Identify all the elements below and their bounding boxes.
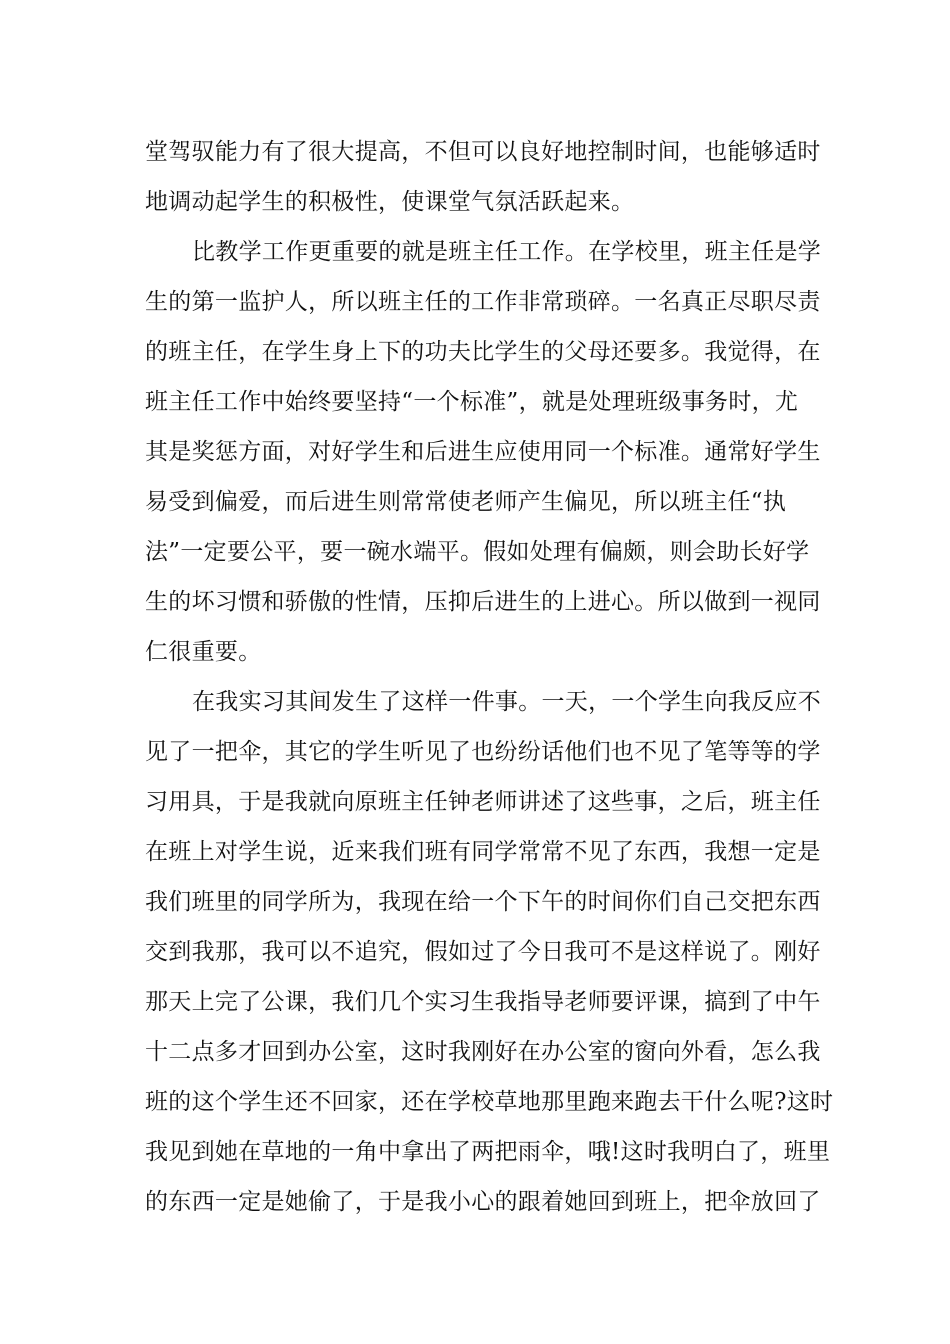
text-line: 班主任工作中始终要坚持“一个标准”，就是处理班级事务时，尤	[145, 389, 799, 415]
text-line: 习用具，于是我就向原班主任钟老师讲述了这些事，之后，班主任	[145, 789, 821, 815]
text-line: 在班上对学生说，近来我们班有同学常常不见了东西，我想一定是	[145, 839, 821, 865]
text-line: 地调动起学生的积极性，使课堂气氛活跃起来。	[145, 189, 635, 215]
text-line: 的班主任，在学生身上下的功夫比学生的父母还要多。我觉得，在	[145, 339, 821, 365]
text-line: 交到我那，我可以不追究，假如过了今日我可不是这样说了。刚好	[145, 939, 821, 965]
paragraph-start-line: 比教学工作更重要的就是班主任工作。在学校里，班主任是学	[192, 239, 822, 265]
text-line: 堂驾驭能力有了很大提高，不但可以良好地控制时间，也能够适时	[145, 139, 821, 165]
paragraph-start-line: 在我实习其间发生了这样一件事。一天，一个学生向我反应不	[192, 689, 822, 715]
text-line: 十二点多才回到办公室，这时我刚好在办公室的窗向外看，怎么我	[145, 1039, 821, 1065]
text-line: 法”一定要公平，要一碗水端平。假如处理有偏颇，则会助长好学	[145, 539, 810, 565]
text-line: 生的第一监护人，所以班主任的工作非常琐碎。一名真正尽职尽责	[145, 289, 821, 315]
text-line: 其是奖惩方面，对好学生和后进生应使用同一个标准。通常好学生	[145, 439, 821, 465]
text-line: 易受到偏爱，而后进生则常常使老师产生偏见，所以班主任“执	[145, 489, 787, 515]
text-line: 的东西一定是她偷了，于是我小心的跟着她回到班上，把伞放回了	[145, 1189, 821, 1215]
text-line: 见了一把伞，其它的学生听见了也纷纷话他们也不见了笔等等的学	[145, 739, 821, 765]
text-line: 班的这个学生还不回家，还在学校草地那里跑来跑去干什么呢?这时	[145, 1089, 834, 1115]
text-line: 生的坏习惯和骄傲的性情，压抑后进生的上进心。所以做到一视同	[145, 589, 821, 615]
text-line: 那天上完了公课，我们几个实习生我指导老师要评课，搞到了中午	[145, 989, 821, 1015]
text-line: 仁很重要。	[145, 639, 262, 665]
text-line: 我见到她在草地的一角中拿出了两把雨伞，哦!这时我明白了，班里	[145, 1139, 831, 1165]
text-line: 我们班里的同学所为，我现在给一个下午的时间你们自己交把东西	[145, 889, 821, 915]
